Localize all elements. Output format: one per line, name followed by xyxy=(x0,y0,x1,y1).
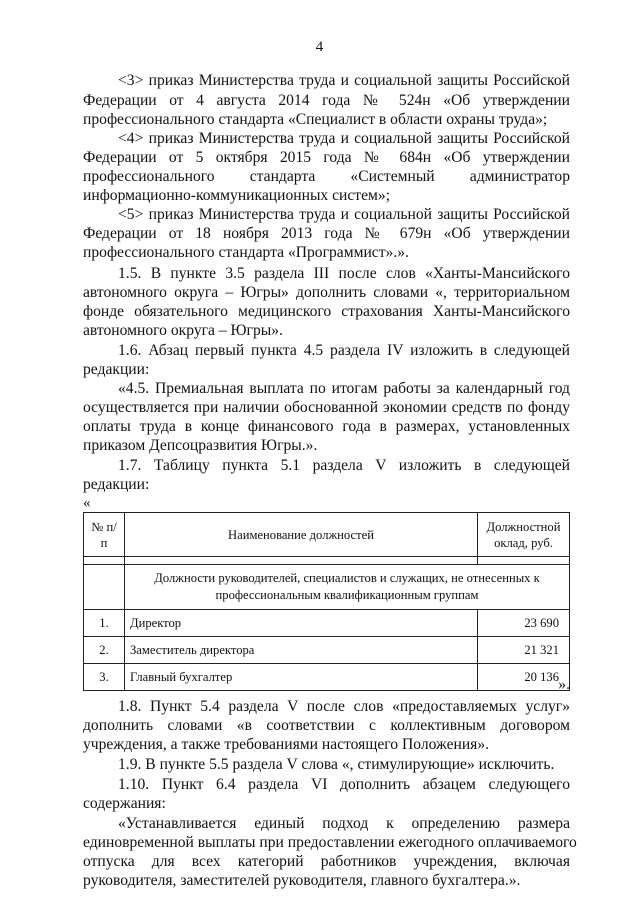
table-open-quote: « xyxy=(83,495,91,511)
row-position: Заместитель директора xyxy=(125,637,478,664)
text-line: «Устанавливается единый подход к определению размера xyxy=(118,815,570,832)
group-title: Должности руководителей, специалистов и служащих, не отнесенных к профессиональным квалификационным группам xyxy=(125,565,570,610)
text-line: учреждения, а также требованиями настоящего Положения». xyxy=(83,736,490,753)
row-number: 3. xyxy=(84,664,125,691)
header-number: № п/п xyxy=(84,513,125,557)
text-line: приказом Депсоцразвития Югры.». xyxy=(83,437,318,454)
text-line: автономного округа – Югры». xyxy=(83,322,283,339)
text-line: единовременной выплаты при предоставлении ежегодного оплачиваемого xyxy=(83,834,577,851)
row-number: 1. xyxy=(84,610,125,637)
text-line: отпуска для всех категорий работников учреждения, включая xyxy=(83,853,570,870)
row-salary: 23 690 xyxy=(478,610,570,637)
text-line: 1.8. Пункт 5.4 раздела V после слов «предоставляемых услуг» xyxy=(118,698,570,715)
table-spacer-row xyxy=(84,557,570,565)
text-line: Федерации от 4 августа 2014 года № 524н «Об утверждении xyxy=(83,92,570,109)
row-number: 2. xyxy=(84,637,125,664)
text-line: оплаты труда в конце финансового года в размерах, установленных xyxy=(83,418,570,435)
row-salary: 20 136 xyxy=(478,664,570,691)
text-line: редакции: xyxy=(83,476,150,493)
text-line: осуществляется при наличии обоснованной экономии средств по фонду xyxy=(83,399,570,416)
text-line: 1.7. Таблицу пункта 5.1 раздела V изложить в следующей xyxy=(118,457,570,474)
row-salary: 21 321 xyxy=(478,637,570,664)
table-header-row xyxy=(84,513,570,557)
text-line: Федерации от 18 ноября 2013 года № 679н «Об утверждении xyxy=(83,225,570,242)
text-line: 1.6. Абзац первый пункта 4.5 раздела IV изложить в следующей xyxy=(118,342,570,359)
text-line: профессионального стандарта «Программист».». xyxy=(83,244,409,261)
text-line: <4> приказ Министерства труда и социальной защиты Российской xyxy=(118,130,570,147)
text-line: 1.5. В пункте 3.5 раздела III после слов «Ханты-Мансийского xyxy=(118,265,570,282)
row-position: Главный бухгалтер xyxy=(125,664,478,691)
text-line: «4.5. Премиальная выплата по итогам работы за календарный год xyxy=(118,380,570,397)
text-line: редакции: xyxy=(83,361,150,378)
text-line: автономного округа – Югры» дополнить словами «, территориальном xyxy=(83,284,570,301)
text-line: дополнить словами «в соответствии с коллективным договором xyxy=(83,717,570,734)
text-line: профессионального стандарта «Системный администратор xyxy=(83,168,570,185)
salary-table xyxy=(83,512,570,691)
text-line: <3> приказ Министерства труда и социальной защиты Российской xyxy=(118,72,570,89)
table-group-row xyxy=(84,565,570,610)
text-line: фонде обязательного медицинского страхования Ханты-Мансийского xyxy=(83,303,570,320)
header-salary: Должностной оклад, руб. xyxy=(478,513,570,557)
text-line: информационно-коммуникационных систем»; xyxy=(83,187,391,204)
table-row xyxy=(84,610,570,637)
table-row xyxy=(84,637,570,664)
text-line: профессионального стандарта «Специалист в области охраны труда»; xyxy=(83,111,548,128)
page-number: 4 xyxy=(315,39,324,55)
header-position: Наименование должностей xyxy=(125,513,478,557)
text-line: Федерации от 5 октября 2015 года № 684н «Об утверждении xyxy=(83,149,570,166)
row-position: Директор xyxy=(125,610,478,637)
text-line: 1.10. Пункт 6.4 раздела VI дополнить абзацем следующего xyxy=(118,776,570,793)
text-line: <5> приказ Министерства труда и социальной защиты Российской xyxy=(118,206,570,223)
table-close-quote: ». xyxy=(558,676,570,693)
text-line: руководителя, заместителей руководителя, главного бухгалтера.». xyxy=(83,872,521,889)
text-line: 1.9. В пункте 5.5 раздела V слова «, стимулирующие» исключить. xyxy=(118,756,555,773)
text-line: содержания: xyxy=(83,795,166,812)
